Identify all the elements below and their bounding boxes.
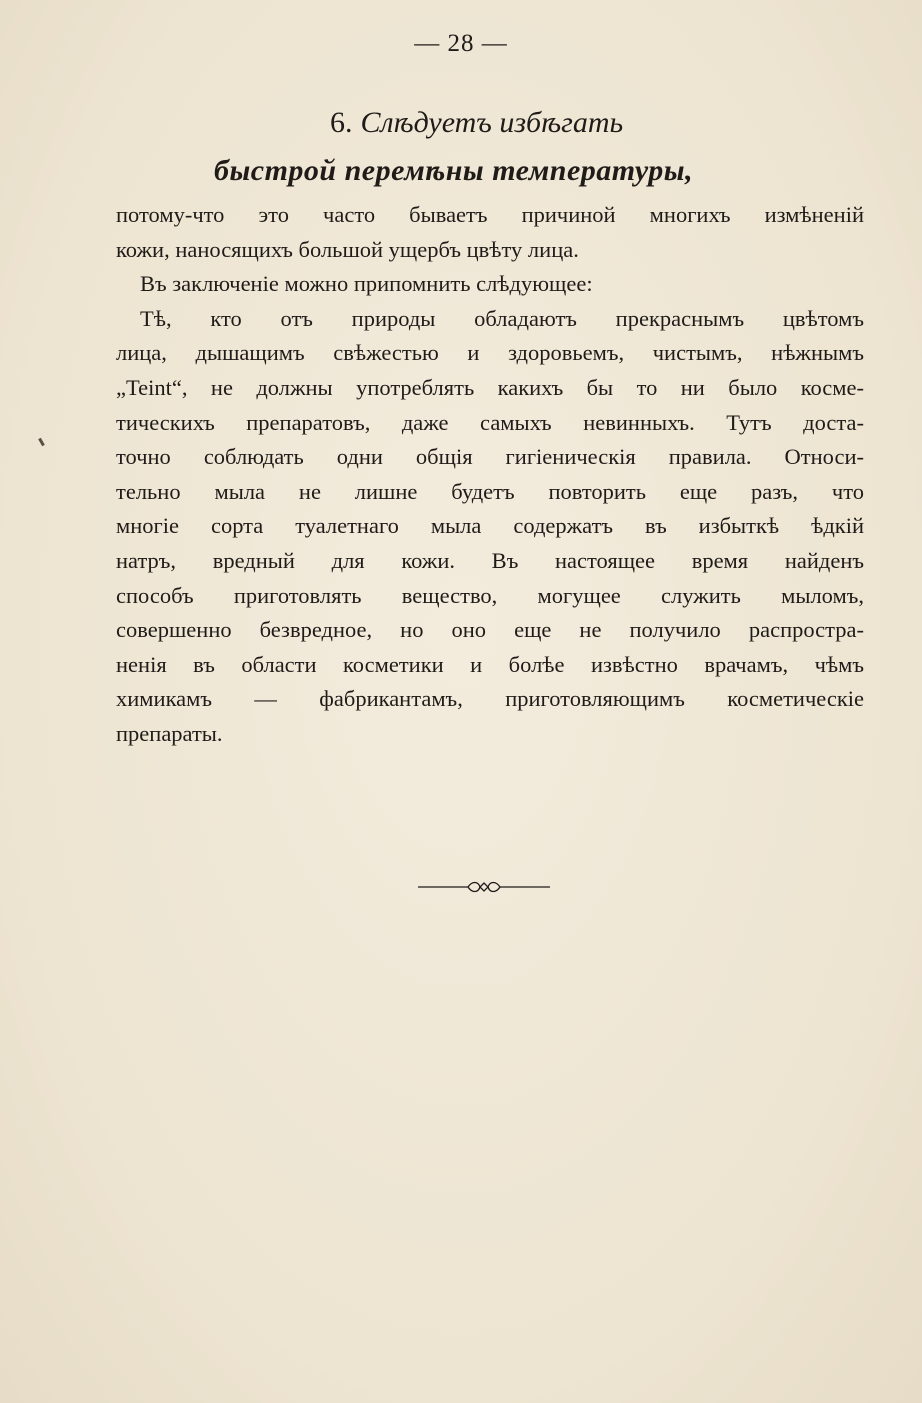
body-line: точно соблюдать одни общія гигіеническія правила. Относи- — [116, 444, 864, 470]
body-line: многіе сорта туалетнаго мыла содержатъ въ избыткѣ ѣдкій — [116, 513, 864, 539]
section-heading-text: Слѣдуетъ избѣгать — [360, 106, 624, 139]
body-line: тельно мыла не лишне будетъ повторить еще разъ, что — [116, 478, 864, 504]
body-line: „Teint“, не должны употреблять какихъ бы то ни было космe- — [116, 374, 864, 400]
body-line: тическихъ препаратовъ, даже самыхъ невинныхъ. Тутъ доста- — [116, 409, 864, 435]
body-line: Въ заключеніе можно припомнить слѣдующее: — [140, 271, 593, 297]
page-speck — [38, 438, 45, 446]
body-line: лица, дышащимъ свѣжестью и здоровьемъ, чистымъ, нѣжнымъ — [116, 340, 864, 366]
body-line: препараты. — [116, 720, 223, 746]
body-line: кожи, наносящихъ большой ущербъ цвѣту лица. — [116, 236, 579, 262]
body-line: Тѣ, кто отъ природы обладаютъ прекраснымъ цвѣтомъ — [140, 305, 864, 331]
body-line: потому-что это часто бываетъ причиной многихъ измѣненій — [116, 202, 864, 227]
body-text — [116, 198, 864, 752]
body-line: способъ приготовлять вещество, могущее служить мыломъ, — [116, 582, 864, 608]
body-line: химикамъ — фабрикантамъ, приготовляющимъ косметическіе — [116, 686, 864, 712]
page-number: — 28 — — [414, 30, 508, 57]
body-line: ненія въ области косметики и болѣе извѣстно врачамъ, чѣмъ — [116, 651, 864, 677]
section-number: 6. — [330, 106, 353, 139]
body-line: совершенно безвредное, но оно еще не получило распростра- — [116, 617, 864, 643]
divider-ornament-icon — [418, 876, 550, 898]
section-heading-line2: быстрой перемѣны температуры, — [214, 154, 694, 187]
section-heading-line1 — [330, 106, 623, 140]
body-line: натръ, вредный для кожи. Въ настоящее время найденъ — [116, 547, 864, 573]
